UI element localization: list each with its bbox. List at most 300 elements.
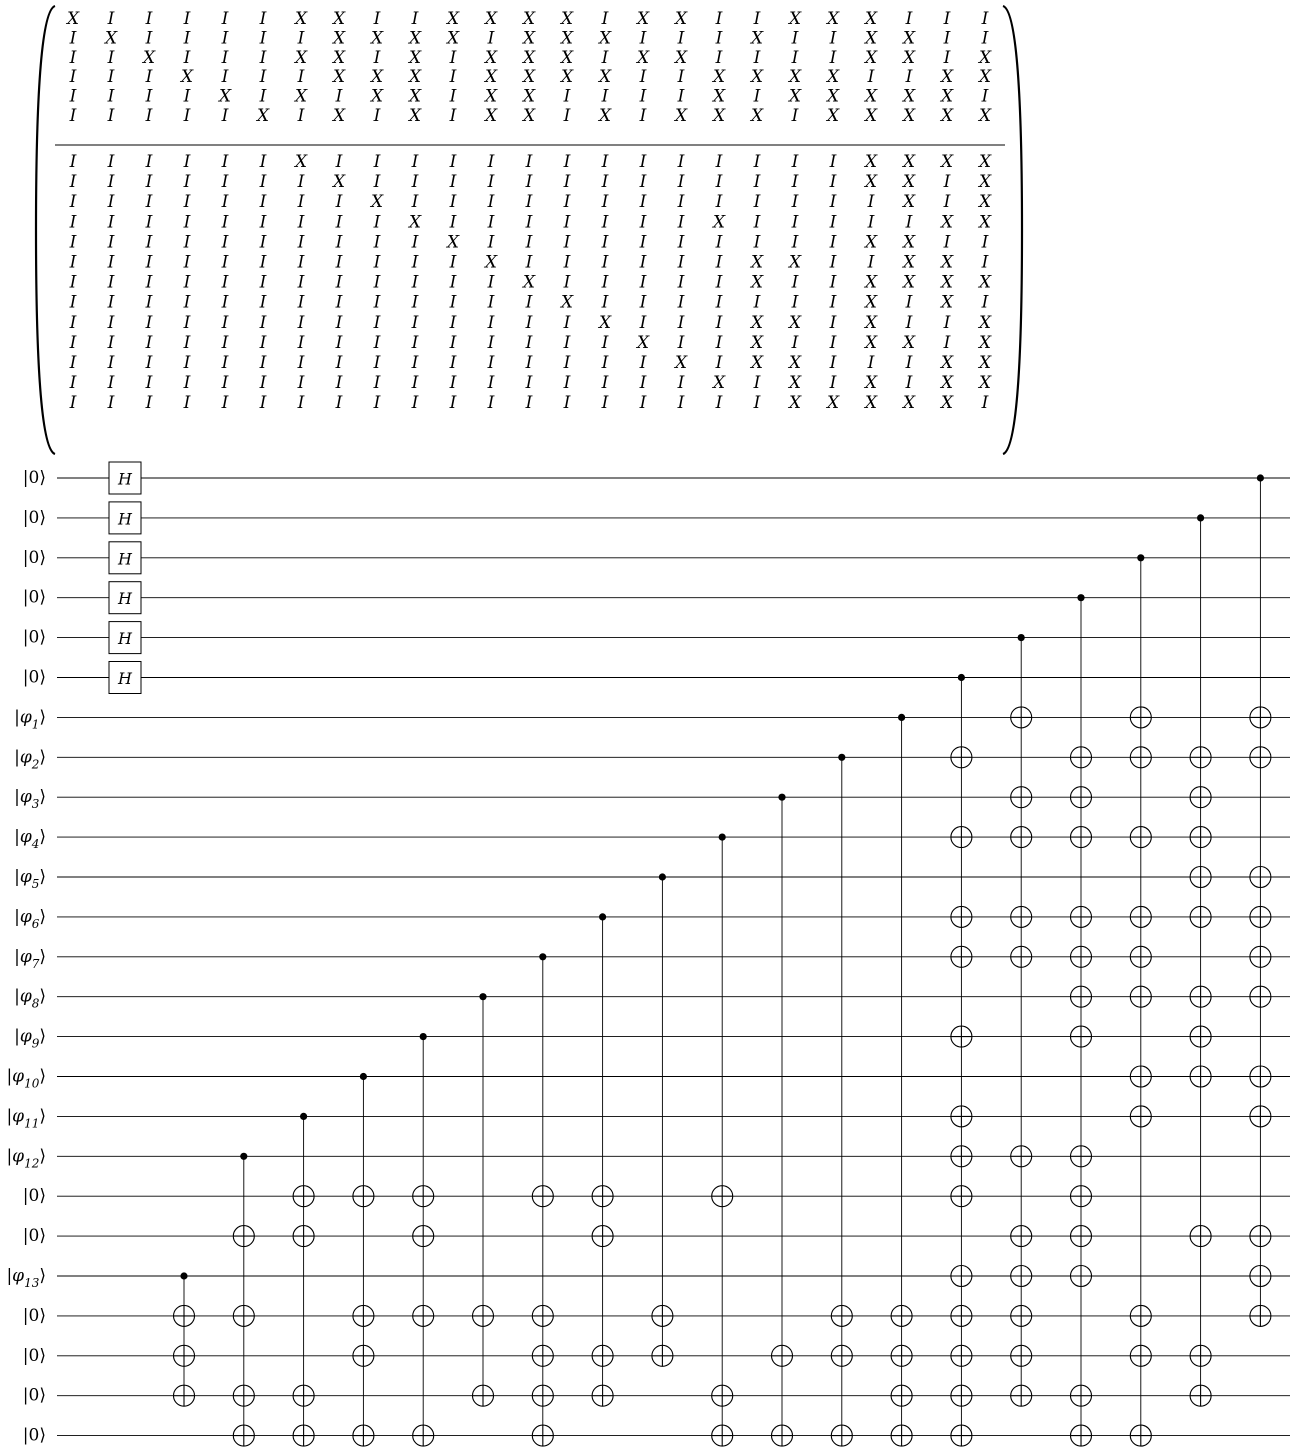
hadamard-gate-label: H	[118, 669, 132, 688]
cnot-target	[1130, 1106, 1151, 1127]
matrix-entry: I	[259, 252, 267, 273]
matrix-entry: I	[373, 47, 381, 68]
matrix-entry: I	[449, 353, 457, 373]
matrix-entry: I	[107, 232, 115, 253]
matrix-entry: I	[943, 9, 951, 29]
matrix-entry: X	[522, 86, 536, 107]
matrix-entry: X	[332, 9, 346, 29]
matrix-entry: X	[332, 106, 346, 126]
matrix-entry: I	[829, 252, 837, 273]
matrix-entry: X	[864, 373, 878, 394]
qubit-label: |0⟩	[22, 1385, 46, 1406]
matrix-entry: I	[107, 373, 115, 394]
matrix-entry: X	[864, 172, 878, 193]
matrix-entry: I	[563, 152, 571, 172]
matrix-entry: I	[335, 272, 343, 293]
matrix-entry: X	[864, 9, 878, 29]
matrix-entry: I	[373, 212, 381, 233]
matrix-entry: I	[867, 67, 875, 88]
matrix-entry: I	[69, 28, 77, 49]
matrix-entry: I	[601, 252, 609, 273]
matrix-entry: I	[601, 192, 609, 213]
matrix-entry: I	[943, 232, 951, 253]
matrix-entry: X	[598, 312, 612, 333]
matrix-entry: I	[69, 272, 77, 293]
matrix-entry: I	[677, 212, 685, 233]
matrix-entry: X	[978, 47, 992, 68]
matrix-entry: X	[902, 28, 916, 49]
cnot-target	[951, 1305, 972, 1326]
cnot-target	[1130, 946, 1151, 967]
matrix-entry: I	[753, 393, 761, 414]
matrix-entry: I	[829, 312, 837, 333]
matrix-entry: I	[183, 192, 191, 213]
matrix-entry: I	[69, 47, 77, 68]
control-dot	[1257, 474, 1264, 481]
matrix-entry: I	[601, 292, 609, 313]
matrix-entry: X	[294, 9, 308, 29]
matrix-entry: I	[183, 9, 191, 29]
matrix-entry: X	[788, 373, 802, 394]
matrix-entry: I	[411, 252, 419, 273]
matrix-entry: X	[978, 192, 992, 213]
matrix-entry: I	[221, 28, 229, 49]
matrix-entry: X	[940, 292, 954, 313]
matrix-entry: X	[826, 106, 840, 126]
cnot-target	[1071, 946, 1092, 967]
qubit-label: $|\varphi_2⟩$	[14, 747, 46, 772]
matrix-entry: I	[677, 232, 685, 253]
matrix-entry: I	[525, 332, 533, 353]
matrix-entry: I	[69, 373, 77, 394]
matrix-entry: X	[522, 106, 536, 126]
matrix-entry: X	[940, 106, 954, 126]
cnot-target	[831, 1425, 852, 1446]
matrix-entry: X	[598, 106, 612, 126]
matrix-entry: I	[943, 332, 951, 353]
matrix-entry: I	[411, 152, 419, 172]
control-dot	[479, 993, 486, 1000]
cnot-target	[1071, 986, 1092, 1007]
matrix-entry: I	[753, 47, 761, 68]
matrix-entry: I	[601, 272, 609, 293]
cnot-target	[532, 1186, 553, 1207]
matrix-entry: I	[221, 353, 229, 373]
matrix-entry: I	[183, 353, 191, 373]
cnot-target	[1250, 1305, 1271, 1326]
matrix-entry: I	[221, 67, 229, 88]
matrix-entry: I	[791, 47, 799, 68]
matrix-entry: X	[978, 106, 992, 126]
matrix-entry: I	[867, 192, 875, 213]
matrix-entry: X	[864, 106, 878, 126]
qubit-label: |0⟩	[22, 627, 46, 648]
matrix-entry: I	[335, 192, 343, 213]
cnot-target	[1011, 787, 1032, 808]
cnot-target	[293, 1186, 314, 1207]
matrix-entry: I	[601, 332, 609, 353]
matrix-entry: I	[145, 86, 153, 107]
matrix-entry: I	[69, 172, 77, 193]
cnot-target	[891, 1425, 912, 1446]
qubit-label: $|\varphi_{12}⟩$	[6, 1146, 46, 1171]
qubit-label: |0⟩	[22, 587, 46, 608]
matrix-entry: I	[677, 332, 685, 353]
matrix-entry: I	[107, 86, 115, 107]
matrix-entry: I	[639, 67, 647, 88]
cnot-target	[1071, 1425, 1092, 1446]
matrix-entry: I	[601, 172, 609, 193]
matrix-entry: I	[183, 172, 191, 193]
cnot-target	[831, 1345, 852, 1366]
control-dot	[360, 1073, 367, 1080]
qubit-label: |0⟩	[22, 1345, 46, 1366]
matrix-entry: I	[183, 106, 191, 126]
matrix-entry: I	[107, 9, 115, 29]
matrix-entry: I	[867, 353, 875, 373]
matrix-entry: I	[221, 172, 229, 193]
matrix-entry: I	[259, 86, 267, 107]
matrix-entry: I	[107, 172, 115, 193]
matrix-entry: I	[449, 152, 457, 172]
matrix-entry: I	[981, 28, 989, 49]
control-dot	[1137, 554, 1144, 561]
matrix-entry: I	[449, 47, 457, 68]
matrix-entry: X	[788, 9, 802, 29]
cnot-target	[772, 1425, 793, 1446]
matrix-entry: I	[69, 67, 77, 88]
cnot-target	[712, 1425, 733, 1446]
cnot-target	[891, 1305, 912, 1326]
matrix-entry: I	[69, 332, 77, 353]
matrix-entry: I	[221, 47, 229, 68]
cnot-target	[951, 1266, 972, 1287]
matrix-entry: X	[522, 272, 536, 293]
cnot-target	[1130, 1066, 1151, 1087]
matrix-entry: I	[563, 312, 571, 333]
cnot-target	[1250, 1106, 1271, 1127]
matrix-entry: I	[791, 106, 799, 126]
matrix-entry: I	[753, 373, 761, 394]
matrix-entry: I	[715, 353, 723, 373]
matrix-entry: I	[183, 393, 191, 414]
matrix-entry: I	[981, 292, 989, 313]
cnot-target	[1130, 747, 1151, 768]
matrix-entry: I	[563, 353, 571, 373]
matrix-entry: I	[259, 332, 267, 353]
matrix-entry: I	[639, 272, 647, 293]
qubit-label: |0⟩	[22, 667, 46, 688]
matrix-entry: I	[639, 212, 647, 233]
matrix-entry: I	[639, 353, 647, 373]
cnot-target	[1190, 1066, 1211, 1087]
matrix-entry: X	[104, 28, 118, 49]
matrix-entry: X	[636, 9, 650, 29]
qubit-label: |0⟩	[22, 1186, 46, 1207]
matrix-entry: I	[297, 393, 305, 414]
matrix-entry: I	[107, 252, 115, 273]
qubit-label: $|\varphi_4⟩$	[14, 827, 46, 852]
cnot-target	[831, 1305, 852, 1326]
matrix-entry: I	[107, 353, 115, 373]
cnot-target	[1011, 946, 1032, 967]
control-dot	[240, 1153, 247, 1160]
matrix-entry: I	[905, 292, 913, 313]
matrix-entry: X	[864, 47, 878, 68]
cnot-target	[413, 1226, 434, 1247]
matrix-entry: I	[677, 292, 685, 313]
matrix-entry: X	[560, 28, 574, 49]
matrix-entry: X	[484, 86, 498, 107]
control-dot	[180, 1272, 187, 1279]
matrix-entry: I	[905, 67, 913, 88]
matrix-entry: I	[639, 86, 647, 107]
cnot-target	[293, 1425, 314, 1446]
matrix-entry: X	[902, 172, 916, 193]
matrix-entry: I	[107, 393, 115, 414]
matrix-entry: I	[487, 152, 495, 172]
matrix-entry: X	[788, 67, 802, 88]
matrix-entry: X	[370, 67, 384, 88]
cnot-target	[1250, 986, 1271, 1007]
cnot-target	[951, 1106, 972, 1127]
matrix-entry: I	[487, 192, 495, 213]
matrix-entry: I	[905, 9, 913, 29]
matrix-entry: I	[677, 67, 685, 88]
cnot-target	[1250, 867, 1271, 888]
matrix-entry: X	[788, 393, 802, 414]
matrix-entry: I	[373, 106, 381, 126]
matrix-entry: I	[715, 9, 723, 29]
cnot-target	[233, 1305, 254, 1326]
matrix-entry: I	[639, 232, 647, 253]
matrix-entry: I	[221, 312, 229, 333]
cnot-target	[353, 1186, 374, 1207]
matrix-entry: I	[525, 373, 533, 394]
matrix-entry: X	[864, 232, 878, 253]
hadamard-gate-label: H	[118, 549, 132, 569]
matrix-entry: I	[639, 292, 647, 313]
matrix-entry: I	[107, 332, 115, 353]
cnot-target	[174, 1385, 195, 1406]
matrix-entry: I	[259, 9, 267, 29]
qubit-label: $|\varphi_8⟩$	[14, 986, 46, 1011]
qubit-label: |0⟩	[22, 1305, 46, 1326]
matrix-entry: I	[753, 212, 761, 233]
cnot-target	[712, 1385, 733, 1406]
matrix-entry: I	[715, 292, 723, 313]
matrix-entry: X	[332, 47, 346, 68]
matrix-left-paren	[36, 6, 55, 454]
cnot-target	[532, 1305, 553, 1326]
matrix-entry: I	[829, 292, 837, 313]
matrix-entry: I	[183, 86, 191, 107]
matrix-entry: I	[297, 232, 305, 253]
matrix-entry: I	[411, 172, 419, 193]
matrix-entry: X	[712, 212, 726, 233]
matrix-entry: I	[601, 86, 609, 107]
matrix-entry: I	[449, 332, 457, 353]
matrix-entry: X	[940, 212, 954, 233]
matrix-entry: I	[297, 312, 305, 333]
matrix-entry: I	[487, 353, 495, 373]
matrix-entry: I	[715, 252, 723, 273]
matrix-entry: I	[715, 312, 723, 333]
matrix-entry: X	[180, 67, 194, 88]
matrix-entry: X	[978, 353, 992, 373]
matrix-entry: I	[297, 252, 305, 273]
hadamard-gate-label: H	[118, 509, 132, 529]
matrix-entry: I	[563, 172, 571, 193]
matrix-entry: I	[221, 332, 229, 353]
matrix-entry: I	[639, 152, 647, 172]
matrix-entry: I	[829, 192, 837, 213]
matrix-entry: I	[297, 212, 305, 233]
cnot-target	[174, 1345, 195, 1366]
matrix-entry: X	[864, 152, 878, 172]
matrix-entry: I	[183, 28, 191, 49]
matrix-entry: X	[864, 292, 878, 313]
matrix-entry: I	[69, 152, 77, 172]
matrix-entry: X	[978, 312, 992, 333]
matrix-entry: I	[943, 172, 951, 193]
matrix-entry: X	[940, 353, 954, 373]
matrix-entry: I	[563, 232, 571, 253]
matrix-entry: I	[259, 152, 267, 172]
cnot-target	[951, 747, 972, 768]
cnot-target	[951, 1345, 972, 1366]
matrix-entry: X	[484, 252, 498, 273]
matrix-entry: X	[788, 86, 802, 107]
matrix-entry: I	[297, 67, 305, 88]
cnot-target	[1190, 827, 1211, 848]
matrix-entry: I	[449, 67, 457, 88]
cnot-target	[532, 1425, 553, 1446]
matrix-entry: X	[902, 152, 916, 172]
matrix-entry: I	[487, 232, 495, 253]
matrix-entry: I	[753, 232, 761, 253]
matrix-entry: I	[677, 373, 685, 394]
matrix-entry: I	[487, 312, 495, 333]
matrix-entry: I	[183, 292, 191, 313]
matrix-entry: X	[408, 212, 422, 233]
matrix-entry: I	[411, 9, 419, 29]
control-dot	[1018, 634, 1025, 641]
matrix-entry: I	[221, 106, 229, 126]
control-dot	[1197, 514, 1204, 521]
matrix-entry: X	[560, 292, 574, 313]
matrix-entry: I	[905, 212, 913, 233]
matrix-entry: I	[981, 232, 989, 253]
matrix-entry: I	[791, 332, 799, 353]
cnot-target	[592, 1226, 613, 1247]
cnot-target	[1130, 1305, 1151, 1326]
matrix-entry: X	[332, 67, 346, 88]
matrix-entry: I	[69, 252, 77, 273]
matrix-entry: I	[867, 212, 875, 233]
matrix-entry: I	[829, 332, 837, 353]
matrix-entry: I	[145, 152, 153, 172]
matrix-entry: I	[411, 232, 419, 253]
matrix-entry: I	[411, 272, 419, 293]
matrix-entry: I	[791, 192, 799, 213]
matrix-entry: I	[335, 373, 343, 394]
qubit-label: |0⟩	[22, 547, 46, 568]
matrix-entry: I	[449, 312, 457, 333]
matrix-entry: I	[259, 353, 267, 373]
cnot-target	[1190, 906, 1211, 927]
control-dot	[599, 913, 606, 920]
matrix-entry: I	[335, 152, 343, 172]
matrix-entry: I	[829, 172, 837, 193]
matrix-entry: X	[218, 86, 232, 107]
cnot-target	[1071, 827, 1092, 848]
matrix-entry: I	[221, 272, 229, 293]
matrix-entry: I	[981, 86, 989, 107]
matrix-entry: I	[145, 67, 153, 88]
matrix-entry: I	[677, 272, 685, 293]
matrix-entry: X	[712, 67, 726, 88]
matrix-entry: X	[902, 232, 916, 253]
matrix-entry: I	[601, 212, 609, 233]
cnot-target	[1250, 906, 1271, 927]
matrix-entry: I	[601, 353, 609, 373]
matrix-entry: I	[753, 86, 761, 107]
matrix-entry: X	[864, 393, 878, 414]
matrix-entry: I	[297, 106, 305, 126]
matrix-entry: I	[297, 292, 305, 313]
matrix-entry: I	[183, 47, 191, 68]
matrix-entry: I	[221, 252, 229, 273]
matrix-entry: I	[69, 192, 77, 213]
matrix-entry: X	[446, 28, 460, 49]
matrix-entry: X	[940, 67, 954, 88]
matrix-entry: X	[750, 106, 764, 126]
matrix-entry: I	[69, 292, 77, 313]
matrix-entry: X	[522, 67, 536, 88]
matrix-entry: X	[560, 9, 574, 29]
matrix-entry: I	[297, 192, 305, 213]
cnot-target	[1011, 827, 1032, 848]
qubit-label: |0⟩	[22, 1425, 46, 1446]
qubit-label: $|\varphi_{10}⟩$	[6, 1066, 46, 1091]
matrix-entry: I	[373, 373, 381, 394]
cnot-target	[1071, 1266, 1092, 1287]
matrix-entry: X	[902, 393, 916, 414]
matrix-entry: I	[145, 373, 153, 394]
cnot-target	[1011, 1266, 1032, 1287]
matrix-entry: I	[297, 272, 305, 293]
matrix-entry: X	[370, 192, 384, 213]
matrix-entry: I	[69, 353, 77, 373]
matrix-entry: I	[259, 192, 267, 213]
matrix-entry: X	[940, 86, 954, 107]
matrix-entry: X	[294, 47, 308, 68]
matrix-entry: I	[183, 152, 191, 172]
matrix-entry: I	[487, 332, 495, 353]
matrix-entry: X	[788, 353, 802, 373]
matrix-entry: I	[335, 292, 343, 313]
matrix-entry: I	[601, 232, 609, 253]
matrix-entry: X	[750, 28, 764, 49]
control-dot	[838, 754, 845, 761]
matrix-entry: X	[712, 106, 726, 126]
matrix-entry: I	[715, 47, 723, 68]
matrix-entry: X	[522, 9, 536, 29]
matrix-entry: I	[107, 272, 115, 293]
matrix-entry: X	[712, 373, 726, 394]
matrix-entry: I	[145, 312, 153, 333]
